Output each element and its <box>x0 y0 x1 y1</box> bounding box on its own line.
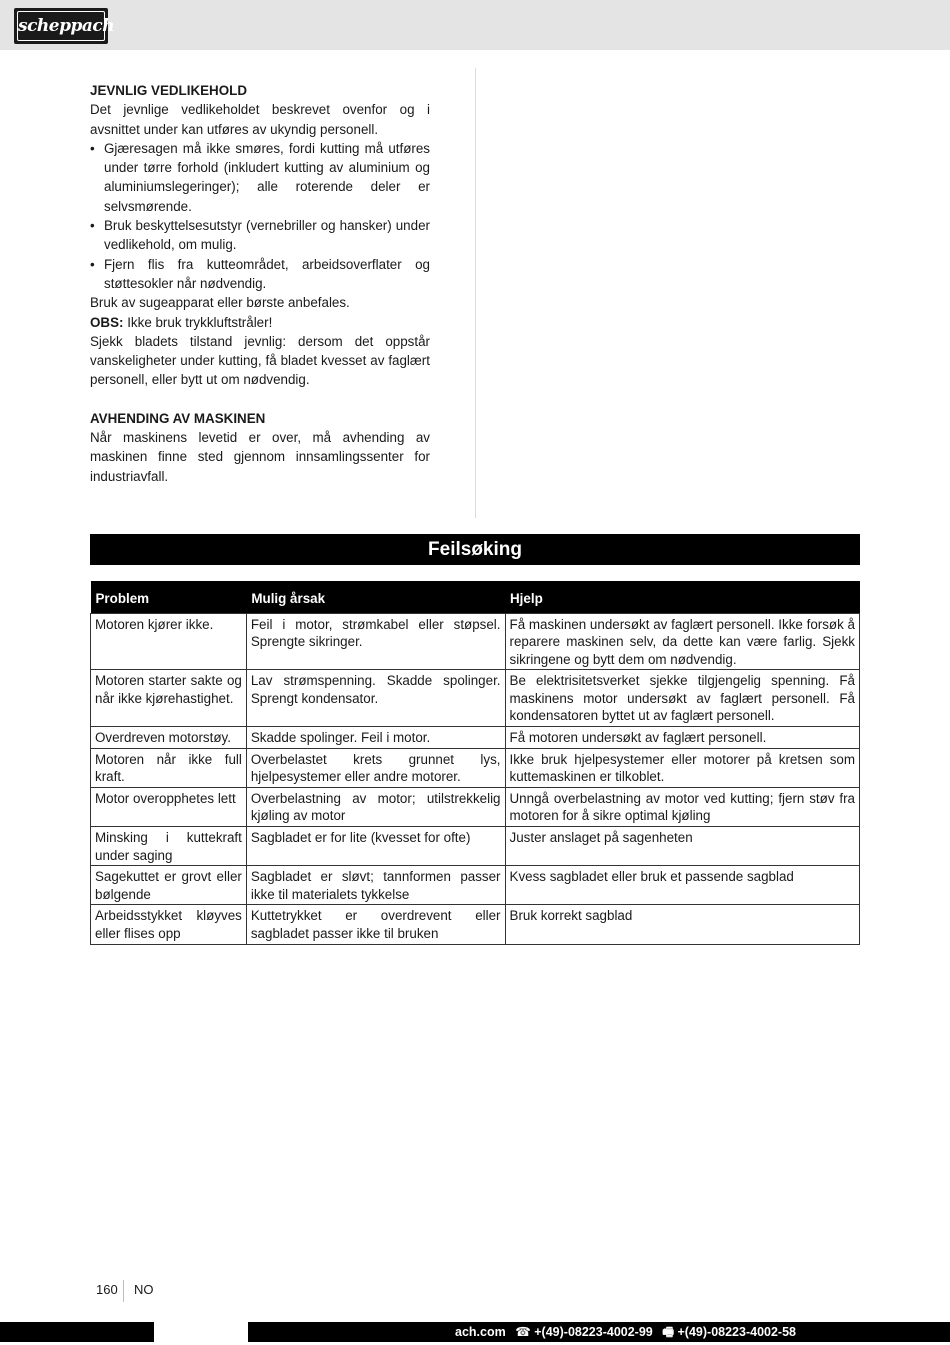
cell-help: Unngå overbelastning av motor ved kutting; fjern støv fra motoren for å sikre optimal kjøling <box>505 787 859 826</box>
table-row <box>91 613 860 670</box>
maintenance-heading: JEVNLIG VEDLIKEHOLD <box>90 83 247 98</box>
table-row <box>91 866 860 905</box>
cell-problem: Sagekuttet er grovt eller bølgende <box>91 866 247 905</box>
maintenance-recommend: Bruk av sugeapparat eller børste anbefales. <box>90 295 350 311</box>
cell-help: Få motoren undersøkt av faglært personell. <box>505 727 859 749</box>
obs-label: OBS: <box>90 314 124 330</box>
bullet-item: • Gjæresagen må ikke smøres, fordi kutting må utføres under tørre forhold (inkludert kutting av aluminium og aluminiumslegeringer); alle roterende deler er selvsmørende. <box>90 139 430 216</box>
footer-contact <box>449 1322 796 1342</box>
cell-problem: Arbeidsstykket kløyves eller flises opp <box>91 905 247 944</box>
footer-bar <box>0 1322 950 1342</box>
maintenance-column <box>90 81 430 486</box>
table-row <box>91 905 860 944</box>
table-row <box>91 827 860 866</box>
page-separator <box>123 1280 124 1302</box>
disposal-text: Når maskinens levetid er over, må avhending av maskinen finne sted gjennom innsamlingssenter for industriavfall. <box>90 430 430 484</box>
maintenance-intro: Det jevnlige vedlikeholdet beskrevet ovenfor og i avsnittet under kan utføres av ukyndig personell. <box>90 102 430 137</box>
footer-website: ach.com <box>455 1325 506 1339</box>
obs-text: Ikke bruk trykkluftstråler! <box>123 314 273 330</box>
cell-cause: Feil i motor, strømkabel eller støpsel. Sprengte sikringer. <box>246 613 505 670</box>
bullet-item: • Bruk beskyttelsesutstyr (vernebriller og hansker) under vedlikehold, om mulig. <box>90 216 430 255</box>
footer-gap <box>154 1322 248 1342</box>
maintenance-check: Sjekk bladets tilstand jevnlig: dersom det oppstår vanskeligheter under kutting, få bladet kvesset av faglært personell, eller bytt ut om nødvendig. <box>90 333 430 388</box>
cell-help: Få maskinen undersøkt av faglært personell. Ikke forsøk å reparere maskinen selv, da dette kan være farlig. Sjekk sikringene og bytt dem om nødvendig. <box>505 613 859 670</box>
header-help: Hjelp <box>505 581 859 613</box>
cell-problem: Overdreven motorstøy. <box>91 727 247 749</box>
header-problem: Problem <box>91 581 247 613</box>
table-row <box>91 748 860 787</box>
cell-help: Juster anslaget på sagenheten <box>505 827 859 866</box>
cell-cause: Lav strømspenning. Skadde spolinger. Sprengt kondensator. <box>246 670 505 727</box>
brand-logo <box>14 8 115 44</box>
bullet-item: • Fjern flis fra kutteområdet, arbeidsoverflater og støttesokler når nødvendig. <box>90 255 430 294</box>
cell-cause: Skadde spolinger. Feil i motor. <box>246 727 505 749</box>
cell-cause: Sagbladet er sløvt; tannformen passer ikke til materialets tykkelse <box>246 866 505 905</box>
header-bar <box>0 0 950 50</box>
cell-help: Be elektrisitetsverket sjekke tilgjengelig spenning. Få maskinens motor undersøkt av faglært personell. Få kondensatoren byttet ut av faglært personell. <box>505 670 859 727</box>
cell-cause: Sagbladet er for lite (kvesset for ofte) <box>246 827 505 866</box>
footer-phone: ☎ +(49)-08223-4002-99 <box>515 1325 653 1339</box>
cell-problem: Minsking i kuttekraft under saging <box>91 827 247 866</box>
disposal-heading: AVHENDING AV MASKINEN <box>90 410 266 426</box>
cell-cause: Kuttetrykket er overdrevent eller sagbladet passer ikke til bruken <box>246 905 505 944</box>
brand-logo-text: scheppach <box>17 11 105 41</box>
cell-help: Bruk korrekt sagblad <box>505 905 859 944</box>
maintenance-bullets <box>90 139 430 293</box>
troubleshooting-title: Feilsøking <box>90 534 860 565</box>
cell-problem: Motoren starter sakte og når ikke kjørehastighet. <box>91 670 247 727</box>
cell-help: Ikke bruk hjelpesystemer eller motorer på kretsen som kuttemaskinen er tilkoblet. <box>505 748 859 787</box>
table-row <box>91 787 860 826</box>
cell-problem: Motoren kjører ikke. <box>91 613 247 670</box>
page-language: NO <box>134 1282 154 1297</box>
troubleshooting-table <box>90 581 860 945</box>
cell-problem: Motoren når ikke full kraft. <box>91 748 247 787</box>
column-divider <box>475 68 476 518</box>
header-cause: Mulig årsak <box>246 581 505 613</box>
cell-help: Kvess sagbladet eller bruk et passende sagblad <box>505 866 859 905</box>
table-row <box>91 670 860 727</box>
table-header-row <box>91 581 860 613</box>
cell-problem: Motor overopphetes lett <box>91 787 247 826</box>
cell-cause: Overbelastet krets grunnet lys, hjelpesystemer eller andre motorer. <box>246 748 505 787</box>
page-number: 160 <box>96 1282 118 1297</box>
footer-fax: 🖷 +(49)-08223-4002-58 <box>662 1325 796 1339</box>
cell-cause: Overbelastning av motor; utilstrekkelig kjøling av motor <box>246 787 505 826</box>
table-row <box>91 727 860 749</box>
obs-note <box>90 313 430 332</box>
